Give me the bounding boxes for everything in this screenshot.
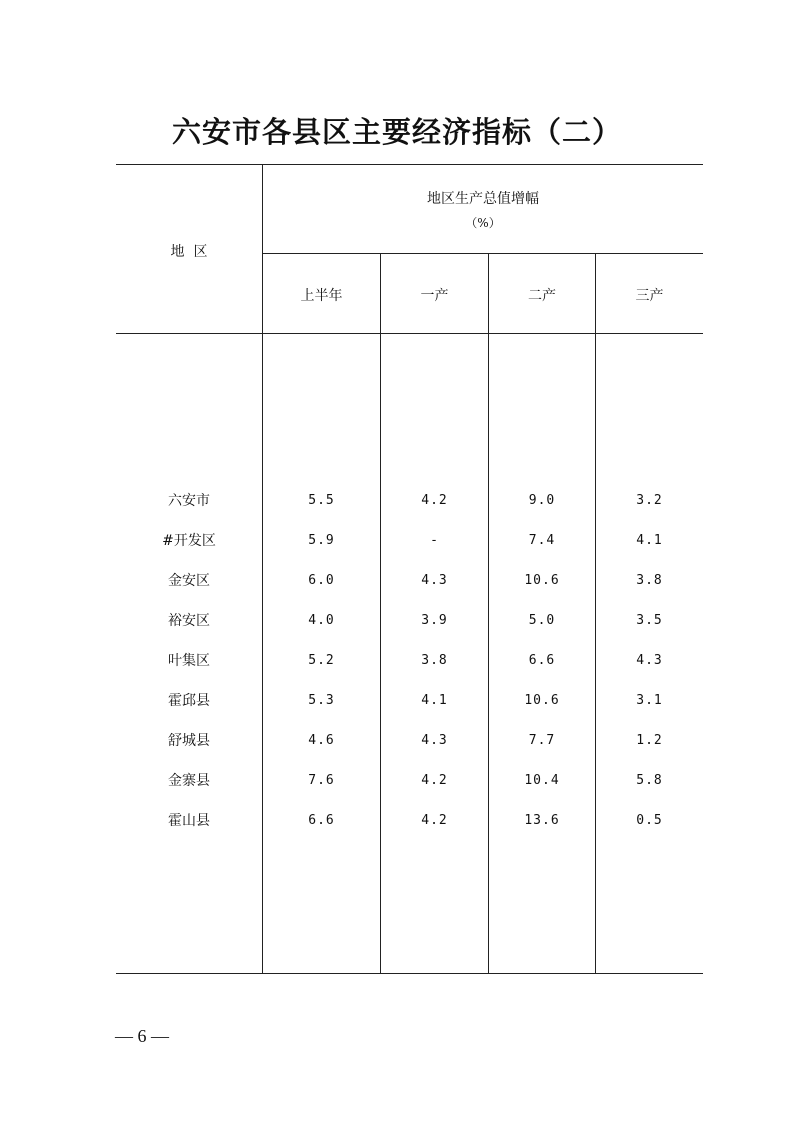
- region-name: 霍山县: [168, 813, 210, 829]
- value-tertiary: 4.1: [636, 533, 663, 548]
- region-name: 金寨县: [168, 773, 210, 789]
- region-name: 金安区: [168, 573, 210, 589]
- value-tertiary: 1.2: [636, 733, 663, 748]
- value-secondary: 5.0: [528, 613, 556, 628]
- value-primary: 4.2: [421, 813, 448, 828]
- column-header-secondary: 二产: [528, 288, 556, 304]
- page-title: 六安市各县区主要经济指标（二）: [171, 115, 622, 149]
- value-tertiary: 3.1: [636, 693, 663, 708]
- region-header: 地 区: [170, 244, 208, 260]
- value-secondary: 9.0: [528, 493, 556, 508]
- table-top-rule: [116, 164, 703, 165]
- value-half-year: 6.0: [308, 573, 335, 588]
- region-name: #开发区: [162, 533, 216, 549]
- value-secondary: 10.6: [524, 573, 560, 588]
- region-name: 舒城县: [168, 733, 210, 749]
- value-half-year: 7.6: [308, 773, 335, 788]
- value-tertiary: 4.3: [636, 653, 663, 668]
- value-secondary: 7.7: [528, 733, 556, 748]
- value-tertiary: 5.8: [636, 773, 663, 788]
- header-bottom-rule: [116, 333, 703, 334]
- value-secondary: 10.4: [524, 773, 560, 788]
- value-secondary: 6.6: [528, 653, 556, 668]
- value-half-year: 4.0: [308, 613, 335, 628]
- value-half-year: 5.9: [308, 533, 335, 548]
- unit-label: （%）: [465, 216, 501, 230]
- value-primary: 4.3: [421, 733, 448, 748]
- value-tertiary: 3.8: [636, 573, 663, 588]
- table-bottom-rule: [116, 973, 703, 974]
- value-primary: 3.8: [421, 653, 448, 668]
- region-name: 六安市: [168, 493, 210, 509]
- region-name: 裕安区: [168, 613, 210, 629]
- value-tertiary: 3.2: [636, 493, 663, 508]
- value-half-year: 5.3: [308, 693, 335, 708]
- value-secondary: 10.6: [524, 693, 560, 708]
- value-primary: -: [430, 533, 439, 548]
- value-half-year: 4.6: [308, 733, 335, 748]
- region-name: 霍邱县: [168, 693, 210, 709]
- page-number: — 6 —: [115, 1026, 169, 1046]
- value-primary: 3.9: [421, 613, 448, 628]
- value-primary: 4.2: [421, 773, 448, 788]
- value-tertiary: 0.5: [636, 813, 663, 828]
- value-half-year: 5.2: [308, 653, 335, 668]
- value-primary: 4.3: [421, 573, 448, 588]
- column-header-tertiary: 三产: [635, 288, 664, 304]
- value-primary: 4.1: [421, 693, 448, 708]
- gdp-growth-header: 地区生产总值增幅: [427, 191, 539, 207]
- group-header-rule: [263, 253, 703, 254]
- region-name: 叶集区: [168, 653, 210, 669]
- value-secondary: 13.6: [524, 813, 560, 828]
- column-header-primary: 一产: [420, 288, 449, 304]
- column-header-half-year: 上半年: [300, 288, 343, 304]
- value-half-year: 5.5: [308, 493, 335, 508]
- value-tertiary: 3.5: [636, 613, 663, 628]
- value-primary: 4.2: [421, 493, 448, 508]
- value-secondary: 7.4: [528, 533, 556, 548]
- value-half-year: 6.6: [308, 813, 335, 828]
